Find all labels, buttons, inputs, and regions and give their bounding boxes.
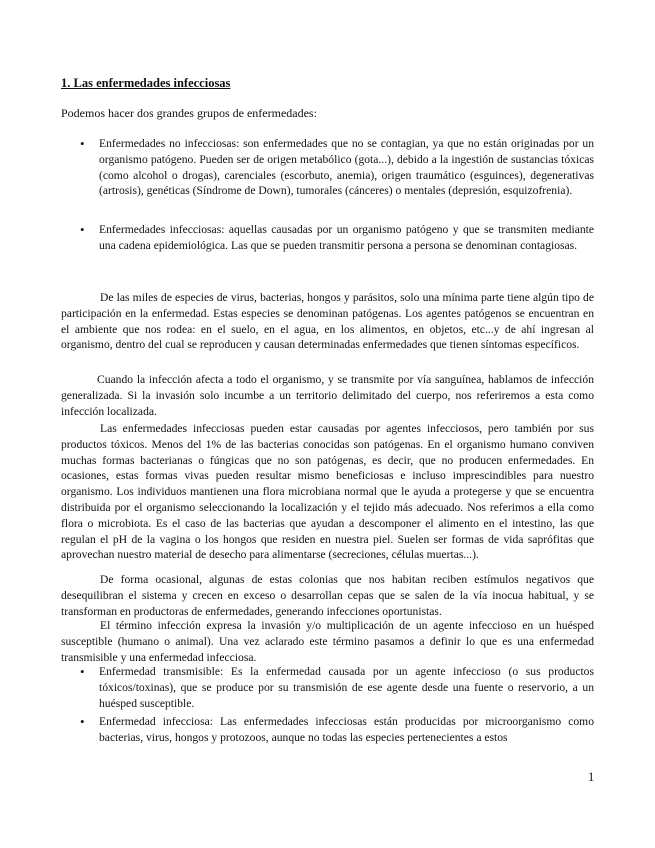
paragraph-infection-term: El término infección expresa la invasión y/o multiplicación de un agente infeccioso en un huésped susceptible (humano o animal). Una vez aclarado este término pasamos a definir lo que es una enfermedad transmisible y una enfermedad infecciosa. xyxy=(61,619,594,664)
paragraph-pathogens: De las miles de especies de virus, bacterias, hongos y parásitos, solo una mínima parte tiene algún tipo de participación en la enfermedad. Estas especies se denominan patógenas. Los agentes patógenos se encuentran en el ambiente que nos rodea: en el suelo, en el agua, en los alimentos, en objetos, etc...y de ahí ingresan al organismo, dentro del cual se reproducen y causan determinadas enfermedades que tienen síntomas específicos. xyxy=(61,291,594,352)
paragraph-microbiota: Las enfermedades infecciosas pueden estar causadas por agentes infecciosos, pero también por sus productos tóxicos. Menos del 1% de las bacterias conocidas son patógenas. En el organismo humano conviven muchas formas bacterianas o fúngicas que no son patógenas, es decir, que no producen enfermedades. En ocasiones, estas formas vivas pueden resultar mismo beneficiosas e incluso imprescindibles para nuestro organismo. Los individuos mantienen una flora microbiana normal que le ayuda a protegerse y que se encuentra distribuida por el organismo seleccionando la localización y el tejido más adecuado. Nos referimos a ella como flora o microbiota. Es el caso de las bacterias que ayudan a descomponer el alimento en el intestino, las que regulan el pH de la vagina o los hongos que residen en nuestra piel. Suelen ser formas de vida saprófitas que aprovechan nuestro material de desecho para alimentarse (secreciones, células muertas...). xyxy=(61,422,594,562)
bullet-non-infectious: Enfermedades no infecciosas: son enfermedades que no se contagian, ya que no están originadas por un organismo patógeno. Pueden ser de origen metabólico (gota...), debido a la ingestión de sustancias tóxicas (como alcohol o drogas), carenciales (escorbuto, anemia), origen traumático (esguinces), degenerativas (artrosis), genéticas (Síndrome de Down), tumorales (cánceres) o mentales (depresión, esquizofrenia). xyxy=(99,137,594,198)
intro-text: Podemos hacer dos grandes grupos de enfermedades: xyxy=(61,106,317,120)
paragraph-opportunistic: De forma ocasional, algunas de estas colonias que nos habitan reciben estímulos negativos que desequilibran el sistema y crecen en exceso o desarrollan cepas que se salen de la vía inocua habitual, y se transforman en productoras de enfermedades, generando infecciones oportunistas. xyxy=(61,573,594,618)
bullet-infectious: Enfermedades infecciosas: aquellas causadas por un organismo patógeno y que se transmiten mediante una cadena epidemiológica. Las que se pueden transmitir persona a persona se denominan contagiosas. xyxy=(99,223,594,252)
section-heading: 1. Las enfermedades infecciosas xyxy=(61,76,231,90)
bullet-marker: • xyxy=(80,714,85,729)
bullet-transmissible: Enfermedad transmisible: Es la enfermedad causada por un agente infeccioso (o sus productos tóxicos/toxinas), que se produce por su transmisión de ese agente desde una fuente o reservorio, a un huésped susceptible. xyxy=(99,665,594,710)
bullet-infectious-disease: Enfermedad infecciosa: Las enfermedades infecciosas están producidas por microorganismo como bacterias, virus, hongos y protozoos, aunque no todas las especies pertenecientes a estos xyxy=(99,715,594,744)
bullet-marker: • xyxy=(80,664,85,679)
bullet-marker: • xyxy=(80,222,85,237)
paragraph-infection-types: Cuando la infección afecta a todo el organismo, y se transmite por vía sanguínea, hablamos de infección generalizada. Si la invasión solo incumbe a un territorio delimitado del cuerpo, nos referiremos a esta como infección localizada. xyxy=(61,373,594,418)
bullet-marker: • xyxy=(80,136,85,151)
page-number: 1 xyxy=(588,770,595,784)
